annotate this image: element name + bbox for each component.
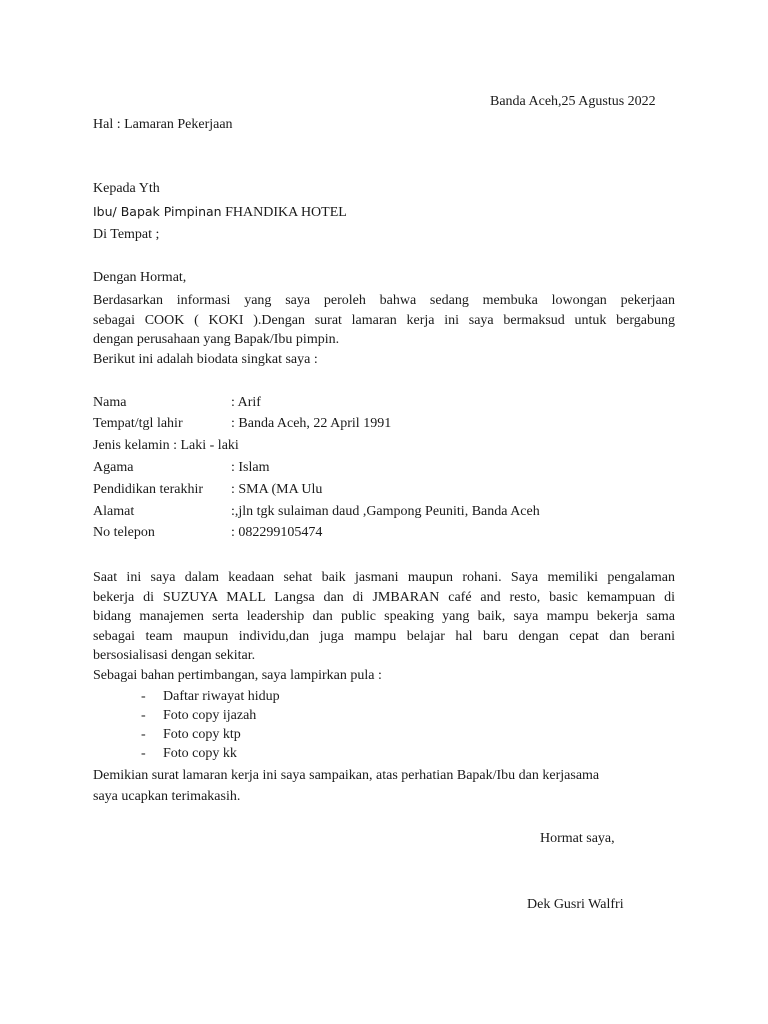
- intro-line: dengan perusahaan yang Bapak/Ibu pimpin.: [93, 332, 340, 347]
- biodata-label: No telepon: [93, 525, 155, 540]
- intro-line: Berdasarkan informasi yang saya peroleh bahwa sedang membuka lowongan pekerjaan: [93, 293, 675, 308]
- recipient-line-2: [93, 204, 347, 221]
- attachment-dash: -: [141, 727, 146, 742]
- sign-off: Hormat saya,: [540, 831, 615, 846]
- place-date: Banda Aceh,25 Agustus 2022: [490, 94, 656, 109]
- attachment-text: Foto copy ktp: [163, 727, 241, 742]
- biodata-label: Agama: [93, 460, 134, 475]
- biodata-value: : Islam: [231, 460, 270, 475]
- biodata-intro: Berikut ini adalah biodata singkat saya :: [93, 352, 318, 367]
- biodata-value: : Arif: [231, 395, 261, 410]
- body-line: bekerja di SUZUYA MALL Langsa dan di JMBARAN café and resto, basic kemampuan di: [93, 589, 675, 605]
- body-line: bidang manajemen serta leadership dan public speaking yang baik, saya mampu bekerja sama: [93, 609, 675, 624]
- body-paragraph: [93, 568, 675, 666]
- intro-paragraph: [93, 291, 675, 350]
- body-line: Saat ini saya dalam keadaan sehat baik jasmani maupun rohani. Saya memiliki pengalaman: [93, 570, 675, 585]
- biodata-value: :,jln tgk sulaiman daud ,Gampong Peuniti, Banda Aceh: [231, 504, 540, 519]
- recipient-company: FHANDIKA HOTEL: [225, 205, 347, 220]
- greeting: Dengan Hormat,: [93, 270, 187, 285]
- attachment-dash: -: [141, 689, 146, 704]
- biodata-label: Tempat/tgl lahir: [93, 416, 183, 431]
- biodata-value: : Banda Aceh, 22 April 1991: [231, 416, 392, 431]
- signer-name: Dek Gusri Walfri: [527, 897, 624, 912]
- body-line: bersosialisasi dengan sekitar.: [93, 648, 256, 663]
- biodata-value: : SMA (MA Ulu: [231, 482, 323, 497]
- attachment-text: Foto copy ijazah: [163, 708, 257, 723]
- attachment-text: Daftar riwayat hidup: [163, 689, 280, 704]
- intro-line: sebagai COOK ( KOKI ).Dengan surat lamaran kerja ini saya bermaksud untuk bergabung: [93, 312, 675, 328]
- closing-line-2: saya ucapkan terimakasih.: [93, 789, 241, 804]
- attachment-dash: -: [141, 746, 146, 761]
- recipient-line-1: Kepada Yth: [93, 181, 160, 196]
- attachment-dash: -: [141, 708, 146, 723]
- recipient-title: Ibu/ Bapak Pimpinan: [93, 204, 222, 219]
- body-line: sebagai team maupun individu,dan juga mampu belajar hal baru dengan cepat dan berani: [93, 628, 675, 644]
- biodata-label: Nama: [93, 395, 127, 410]
- attachments-intro: Sebagai bahan pertimbangan, saya lampirkan pula :: [93, 668, 382, 683]
- recipient-line-3: Di Tempat ;: [93, 227, 160, 242]
- biodata-label: Jenis kelamin : Laki - laki: [93, 438, 239, 453]
- biodata-value: : 082299105474: [231, 525, 323, 540]
- biodata-label: Alamat: [93, 504, 135, 519]
- closing-line-1: Demikian surat lamaran kerja ini saya sampaikan, atas perhatian Bapak/Ibu dan kerjasama: [93, 768, 600, 783]
- subject-line: Hal : Lamaran Pekerjaan: [93, 117, 233, 132]
- attachment-text: Foto copy kk: [163, 746, 237, 761]
- biodata-label: Pendidikan terakhir: [93, 482, 204, 497]
